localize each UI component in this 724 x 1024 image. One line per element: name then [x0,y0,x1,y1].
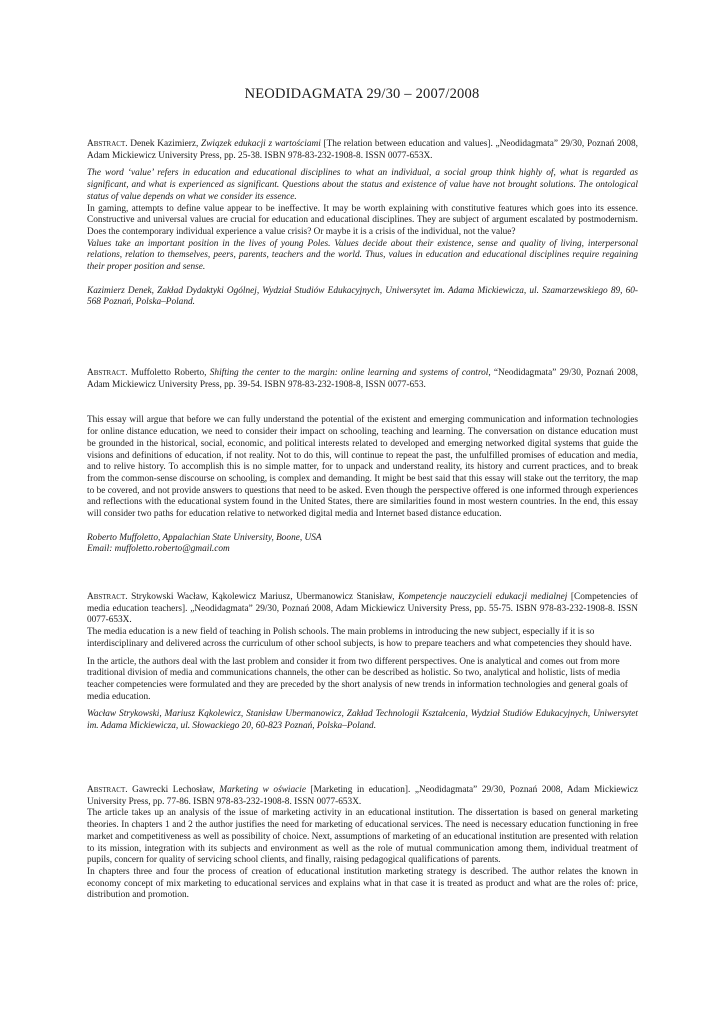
abstract-muffoletto [87,368,638,556]
abstract-paragraph: The media education is a new field of teaching in Polish schools. The main problems in introducing the new subject, especially if it is so interdisciplinary and delivered across the curriculum of other school subjects, is how to prepare teachers and what competencies they should have. [87,627,632,649]
abstract-gawrecki [87,785,638,902]
abstract-citation: Abstract. Muffoletto Roberto, Shifting the center to the margin: online learning and systems of control, “Neodidagmata” 29/30, Poznań 2008, Adam Mickiewicz University Press, pp. 39-54. ISBN 978-83-232-1908-8, ISSN 0077-653. [87,368,638,390]
abstract-label: Abstract. [87,368,128,378]
abstract-title: Shifting the center to the margin: online learning and systems of control [209,368,489,378]
abstract-label: Abstract. [87,785,128,795]
author-affiliation: Roberto Muffoletto, Appalachian State University, Boone, USA [87,532,322,543]
abstract-citation: Abstract. Denek Kazimierz, Związek edukacji z wartościami [The relation between education and values]. „Neodidagmata” 29/30, Poznań 2008, Adam Mickiewicz University Press, pp. 25-38. ISBN 978-83-232-1908-8. ISSN 0077-653X. [87,139,638,161]
abstract-paragraph: In chapters three and four the process of creation of educational institution marketing strategy is described. The author relates the known in economy concept of mix marketing to educational services and explains what in that case it is treated as product and what are the roles of: price, distribution and promotion. [87,866,638,901]
author-affiliation: Kazimierz Denek, Zakład Dydaktyki Ogólnej, Wydział Studiów Edukacyjnych, Uniwersytet im. Adama Mickiewicza, ul. Szamarzewskiego 89, 60-568 Poznań, Polska–Poland. [87,285,638,308]
abstract-label: Abstract. [87,592,128,602]
abstract-paragraph: The article takes up an analysis of the issue of marketing activity in an educational institution. The dissertation is based on general marketing theories. In chapters 1 and 2 the author justifies the need for marketing of educational services. The need is necessary education functioning in free market and competitiveness as well as possibility of choice. Next, assumptions of marketing of an educational institution are presented with relation to its mission, integration with its subjects and environment as well as the role of mutual communication among them, individual treatment of pupils, concern for quality of servicing school clients, and finally, raising pedagogical qualifications of parents. [87,808,638,866]
abstract-strykowski [87,592,638,733]
author-affiliation: Wacław Strykowski, Mariusz Kąkolewicz, Stanisław Ubermanowicz, Zakład Technologii Kształcenia, Wydział Studiów Edukacyjnych, Uniwersytet im. Adama Mickiewicza, ul. Słowackiego 20, 60-823 Poznań, Polska–Poland. [87,709,638,732]
abstract-title: Związek edukacji z wartościami [201,139,321,149]
abstract-title: Kompetencje nauczycieli edukacji medialnej [398,592,568,602]
abstract-paragraph: In gaming, attempts to define value appear to be ineffective. It may be worth explaining with constitutive features which goes into its essence. Constructive and universal values are crucial for education and educational disciplines. They are subject of argument escalated by postmodernism. Does the contemporary individual experience a value crisis? Or maybe it is a crisis of the individual, not the value? [87,203,638,237]
abstract-paragraph: The word ‘value’ refers in education and educational disciplines to what an individual, a social group think highly of, what is regarded as significant, and what is experienced as significant. Questions about the status and existence of value have not brought solutions. The ontological status of value depends on what we consider its essence. [87,168,638,202]
abstract-paragraph: This essay will argue that before we can fully understand the potential of the existent and emerging communication and information technologies for online distance education, we need to consider their impact on schooling, teaching and learning. The conversation on distance education must be grounded in the historical, social, economic, and political interests related to developed and emerging networked digital systems that guide the visions and definitions of education, if not reality. Not to do this, will continue to repeat the past, the unfulfilled promises of education and media, and to relive history. To accomplish this is no simple matter, for to unpack and understand reality, its history and current practices, and to break from the common-sense discourse on schooling, is complex and demanding. It might be best said that this essay will stake out the territory, the map to be covered, and not provide answers to questions that need to be asked. Even though the perspective offered is one informed through experiences and reflections with the educational system found in the United States, there are similarities found in most western countries. In the end, this essay will consider two paths for education relative to networked digital media and Internet based distance education. [87,415,638,520]
abstract-label: Abstract. [87,139,128,149]
page-title: NEODIDAGMATA 29/30 – 2007/2008 [244,86,480,102]
abstract-paragraph: In the article, the authors deal with the last problem and consider it from two different perspectives. One is analytical and comes out from more traditional division of media and communications channels, the other can be described as holistic. So two, analytical and holistic, lists of media teacher competencies were formulated and they are preceded by the short analysis of new trends in information technologies and general goals of media education. [87,656,628,702]
abstract-denek [87,139,638,309]
author-email: Email: muffoletto.roberto@gmail.com [87,544,230,555]
abstract-paragraph: Values take an important position in the lives of young Poles. Values decide about their existence, sense and quality of living, interpersonal relations, relation to themselves, peers, parents, teachers and the world. Thus, values in education and educational disciplines require regaining their proper position and sense. [87,238,638,273]
abstract-citation: Abstract. Gawrecki Lechosław, Marketing w oświacie [Marketing in education]. „Neodidagmata” 29/30, Poznań 2008, Adam Mickiewicz University Press, pp. 77-86. ISBN 978-83-232-1908-8. ISSN 0077-653X. [87,785,638,807]
abstract-title: Marketing w oświacie [219,785,306,795]
abstract-citation: Abstract. Strykowski Wacław, Kąkolewicz Mariusz, Ubermanowicz Stanisław, Kompetencje nauczycieli edukacji medialnej [Competencies of media education teachers]. „Neodidagmata” 29/30, Poznań 2008, Adam Mickiewicz University Press, pp. 55-75. ISBN 978-83-232-1908-8. ISSN 0077-653X. [87,592,638,626]
